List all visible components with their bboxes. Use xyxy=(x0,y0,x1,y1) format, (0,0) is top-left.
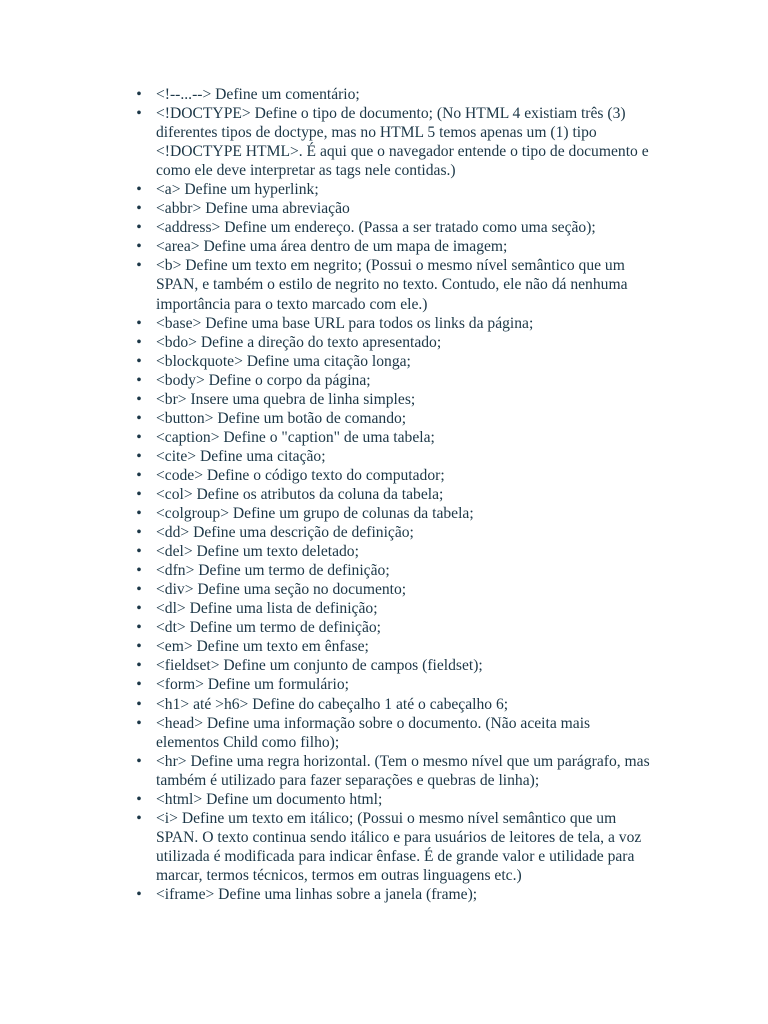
list-item-text: <colgroup> Define um grupo de colunas da tabela; xyxy=(156,505,474,523)
list-item xyxy=(136,656,656,675)
list-item xyxy=(136,561,656,580)
list-item-text: <fieldset> Define um conjunto de campos (fieldset); xyxy=(156,657,483,675)
bullet-icon: • xyxy=(136,676,142,694)
list-item-text: <dl> Define uma lista de definição; xyxy=(156,600,378,618)
list-item xyxy=(136,352,656,371)
bullet-icon: • xyxy=(136,352,142,370)
bullet-icon: • xyxy=(136,390,142,408)
list-item xyxy=(136,199,656,218)
list-item xyxy=(136,599,656,618)
list-item xyxy=(136,675,656,694)
bullet-icon: • xyxy=(136,333,142,351)
list-item xyxy=(136,390,656,409)
bullet-icon: • xyxy=(136,809,142,827)
list-item xyxy=(136,714,656,752)
list-item-text: <area> Define uma área dentro de um mapa de imagem; xyxy=(156,238,508,256)
list-item-text: <em> Define um texto em ênfase; xyxy=(156,638,369,656)
list-item xyxy=(136,85,656,104)
bullet-icon: • xyxy=(136,638,142,656)
html-tag-list xyxy=(136,85,656,904)
bullet-icon: • xyxy=(136,466,142,484)
list-item-text: <div> Define uma seção no documento; xyxy=(156,581,407,599)
bullet-icon: • xyxy=(136,619,142,637)
list-item-text: <abbr> Define uma abreviação xyxy=(156,200,350,218)
bullet-icon: • xyxy=(136,371,142,389)
bullet-icon: • xyxy=(136,219,142,237)
list-item-text: <bdo> Define a direção do texto apresentado; xyxy=(156,333,442,351)
bullet-icon: • xyxy=(136,181,142,199)
bullet-icon: • xyxy=(136,524,142,542)
list-item xyxy=(136,790,656,809)
bullet-icon: • xyxy=(136,714,142,732)
bullet-icon: • xyxy=(136,314,142,332)
bullet-icon: • xyxy=(136,257,142,275)
bullet-icon: • xyxy=(136,238,142,256)
list-item-text: <base> Define uma base URL para todos os links da página; xyxy=(156,314,534,332)
list-item xyxy=(136,523,656,542)
bullet-icon: • xyxy=(136,86,142,103)
list-item-text: <del> Define um texto deletado; xyxy=(156,543,359,561)
bullet-icon: • xyxy=(136,543,142,561)
list-item-text: <cite> Define uma citação; xyxy=(156,447,326,465)
list-item-text: <head> Define uma informação sobre o documento. (Não aceita mais elementos Child como filho); xyxy=(156,714,591,751)
list-item-text: <button> Define um botão de comando; xyxy=(156,409,407,427)
bullet-icon: • xyxy=(136,752,142,770)
list-item-text: <dd> Define uma descrição de definição; xyxy=(156,524,414,542)
list-item xyxy=(136,542,656,561)
list-item-text: <body> Define o corpo da página; xyxy=(156,371,371,389)
list-item-text: <a> Define um hyperlink; xyxy=(156,181,319,199)
bullet-icon: • xyxy=(136,657,142,675)
list-item-text: <i> Define um texto em itálico; (Possui o mesmo nível semântico que um SPAN. O texto continua sendo itálico e para usuários de leitores de tela, a voz utilizada é modificada para indicar ênfase. É de grande valor e utilidade para marcar, termos técnicos, termos em outras linguagens etc.) xyxy=(156,809,642,884)
list-item-text: <iframe> Define uma linhas sobre a janela (frame); xyxy=(156,885,478,903)
list-item xyxy=(136,618,656,637)
list-item xyxy=(136,752,656,790)
list-item xyxy=(136,885,656,904)
bullet-icon: • xyxy=(136,695,142,713)
bullet-icon: • xyxy=(136,790,142,808)
list-item-text: <dt> Define um termo de definição; xyxy=(156,619,381,637)
bullet-icon: • xyxy=(136,428,142,446)
list-item xyxy=(136,809,656,885)
list-item-text: <h1> até >h6> Define do cabeçalho 1 até o cabeçalho 6; xyxy=(156,695,509,713)
list-item xyxy=(136,371,656,390)
list-item-text: <form> Define um formulário; xyxy=(156,676,349,694)
list-item-text: <address> Define um endereço. (Passa a ser tratado como uma seção); xyxy=(156,219,596,237)
bullet-icon: • xyxy=(136,505,142,523)
list-item xyxy=(136,314,656,333)
bullet-icon: • xyxy=(136,105,142,123)
bullet-icon: • xyxy=(136,562,142,580)
list-item-text: <dfn> Define um termo de definição; xyxy=(156,562,390,580)
list-item-text: <!DOCTYPE> Define o tipo de documento; (No HTML 4 existiam três (3) diferentes tipos de doctype, mas no HTML 5 temos apenas um (1) tipo <!DOCTYPE HTML>. É aqui que o navegador entende o tipo de documento e como ele deve interpretar as tags nele contidas.) xyxy=(156,105,649,180)
bullet-icon: • xyxy=(136,581,142,599)
list-item xyxy=(136,695,656,714)
list-item-text: <col> Define os atributos da coluna da tabela; xyxy=(156,485,444,503)
list-item xyxy=(136,409,656,428)
list-item-text: <html> Define um documento html; xyxy=(156,790,383,808)
bullet-icon: • xyxy=(136,409,142,427)
list-item xyxy=(136,580,656,599)
list-item xyxy=(136,237,656,256)
list-item-text: <b> Define um texto em negrito; (Possui o mesmo nível semântico que um SPAN, e também o estilo de negrito no texto. Contudo, ele não dá nenhuma importância para o texto marcado com ele.) xyxy=(156,257,628,313)
bullet-icon: • xyxy=(136,485,142,503)
list-item xyxy=(136,180,656,199)
list-item xyxy=(136,333,656,352)
list-item-text: <hr> Define uma regra horizontal. (Tem o mesmo nível que um parágrafo, mas também é utilizado para fazer separações e quebras de linha); xyxy=(156,752,650,789)
list-item xyxy=(136,504,656,523)
list-item xyxy=(136,447,656,466)
bullet-icon: • xyxy=(136,885,142,903)
list-item xyxy=(136,428,656,447)
list-item xyxy=(136,466,656,485)
list-item-text: <!--...--> Define um comentário; xyxy=(156,86,360,103)
list-item xyxy=(136,218,656,237)
list-item-text: <caption> Define o "caption" de uma tabela; xyxy=(156,428,435,446)
list-item xyxy=(136,637,656,656)
list-item-text: <br> Insere uma quebra de linha simples; xyxy=(156,390,416,408)
bullet-icon: • xyxy=(136,200,142,218)
list-item xyxy=(136,104,656,180)
list-item-text: <code> Define o código texto do computador; xyxy=(156,466,445,484)
list-item xyxy=(136,485,656,504)
list-item-text: <blockquote> Define uma citação longa; xyxy=(156,352,411,370)
bullet-icon: • xyxy=(136,600,142,618)
list-item xyxy=(136,256,656,313)
bullet-icon: • xyxy=(136,447,142,465)
